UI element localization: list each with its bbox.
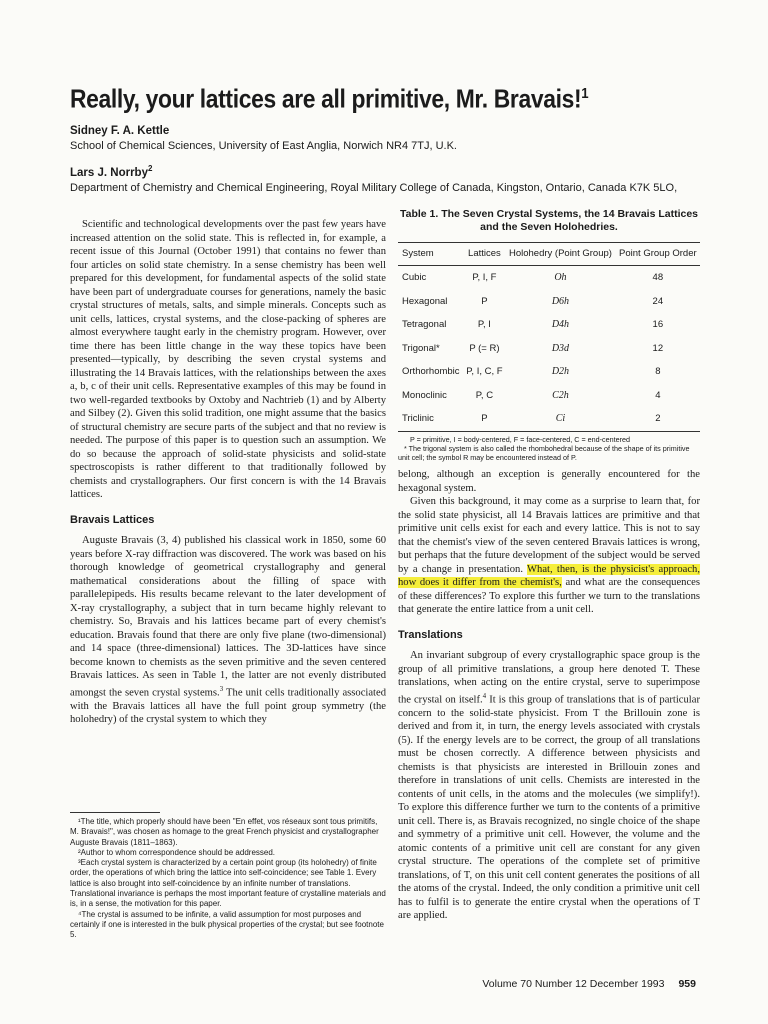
table-cell: 8 bbox=[655, 366, 661, 378]
bravais-paragraph bbox=[70, 534, 386, 727]
translations-text-a: An invariant subgroup of every crystallographic space group is the group of all primitive translations, a group here denoted T. These translations, when acting on the entire crystal, serve to superimpose the crystal on itself. bbox=[398, 650, 700, 706]
table-cell: D3d bbox=[551, 342, 570, 354]
physicist-text-a: Given this background, it may come as a surprise to learn that, for the solid state physicist, all 14 Bravais lattices are primitive and that primitive unit cells exist for each and every lattice. This is not to say that the chemist's view of the seven centered Bravais lattices is wrong, but perhaps that the future development of the subject would be served by a change in presentation. bbox=[398, 496, 700, 575]
author-name-text: Sidney F. A. Kettle bbox=[70, 125, 170, 137]
footnote-divider bbox=[70, 812, 160, 813]
table-note: P = primitive, I = body-centered, F = face-centered, C = end-centered bbox=[410, 434, 631, 444]
bravais-text-a: Auguste Bravais (3, 4) published his classical work in 1850, some 60 years before X-ray diffraction was discovered. The work was based on his thorough knowledge of geometrical crystallography and general mathematical considerations about the filling of space with parallelepipeds. His results became relevant to the later development of X-ray crystallography, a subject that in turn became highly relevant to chemistry. So, Bravais and his lattices became part of every chemist's education. Bravais found that there are only five plane (two-dimensional) and 14 space (three-dimensional) lattices. The 3D-lattices have since become known to chemists as the seven primitive and the seven centered Bravais lattices. As seen in Table 1, the latter are not evenly distributed amongst the seven crystal systems. bbox=[70, 535, 386, 699]
translations-paragraph bbox=[398, 649, 700, 923]
footnote: ³Each crystal system is characterized by a certain point group (its holohedry) of finite order, the operations of which bring the lattice into self-coincidence; see Table 1. Every lattice is also brought into self-coincidence by an infinite number of translations. Translational invariance is perhaps the most important feature of crystalline materials and is, in a sense, the motivation for this paper. bbox=[70, 858, 386, 909]
table-row bbox=[398, 266, 700, 290]
table-header-cell: Point Group Order bbox=[616, 243, 700, 266]
table-cell: 48 bbox=[652, 272, 664, 284]
table-cell: P bbox=[464, 407, 506, 431]
table-cell: P, C bbox=[475, 389, 494, 401]
footnote-ref: 3 bbox=[219, 684, 224, 693]
table-cell: 4 bbox=[655, 389, 661, 401]
table-cell: Oh bbox=[554, 272, 567, 284]
physicist-text-b: and what are the consequences of these differences? To explore this further we turn to the translations that generate the entire lattice from a unit cell. bbox=[398, 577, 700, 615]
table-cell: P, I, C, F bbox=[466, 366, 503, 378]
table-cell: Ci bbox=[505, 407, 615, 431]
table-row bbox=[398, 337, 700, 361]
footnotes bbox=[70, 812, 386, 941]
table-cell: D4h bbox=[551, 319, 570, 331]
author-block bbox=[70, 161, 710, 196]
table-header-cell: System bbox=[398, 243, 464, 266]
table-cell: Orthorhombic bbox=[402, 366, 460, 378]
crystal-systems-table bbox=[398, 242, 700, 432]
table-cell: Triclinic bbox=[398, 407, 464, 431]
author-block bbox=[70, 124, 710, 154]
page-footer bbox=[482, 978, 696, 990]
footnote: ⁴The crystal is assumed to be infinite, a valid assumption for most purposes and certainly if one is interested in the bulk physical properties of the crystal; but see footnote 5. bbox=[70, 909, 384, 940]
highlighted-text[interactable]: What, then, is the physicist's approach, how does it differ from the chemist's, bbox=[398, 563, 700, 588]
intro-paragraph: Scientific and technological developments over the past few years have increased attention on the solid state. This is reflected in, for example, a recent issue of this Journal (October 1991) that contains no fewer than four articles on solid state chemistry. In a sense chemistry has been well prepared for this development, for fundamental aspects of the solid state have been part of undergraduate courses for generations, namely the basic crystal structures of metals, salts, and simple minerals. Concepts such as unit cells, lattices, crystal systems, and the close-packing of spheres are almost everywhere taught early in the chemistry program. However, over time there has been little change in the way these topics have been presented—typically, by describing the seven crystal systems and illustrating the 14 Bravais lattices, with the relationships between the axes a, b, c of their unit cells. Representative examples of this may be found in two well-regarded textbooks by Oxtoby and Nachtrieb (1) and by Alberty and Silbey (2). Given this solid tradition, one might assume that the basics of structural chemistry are secure parts of the subject and that no review is needed. The purpose of this paper is to question such an assumption. We do so because the approach of solid-state physicists and solid-state spectroscopists is rather different to that traditionally followed by chemists and crystallographers. Our first concern is with the 14 Bravais lattices. bbox=[70, 219, 386, 500]
table-cell: Hexagonal bbox=[402, 295, 448, 307]
author-name-text: Lars J. Norrby bbox=[70, 166, 148, 179]
page-number: 959 bbox=[678, 978, 696, 990]
table-cell: Cubic bbox=[402, 272, 427, 284]
table-cell: 24 bbox=[652, 295, 664, 307]
physicist-paragraph bbox=[398, 495, 700, 617]
author-affiliation: School of Chemical Sciences, University of East Anglia, Norwich NR4 7TJ, U.K. bbox=[70, 140, 457, 152]
table-header-row bbox=[398, 243, 700, 266]
table-header-cell: Holohedry (Point Group) bbox=[505, 243, 615, 266]
table-cell: 2 bbox=[616, 407, 700, 431]
author-affiliation: Department of Chemistry and Chemical Engineering, Royal Military College of Canada, Kingston, Ontario, Canada K7K 5LO, bbox=[70, 181, 678, 194]
author-footnote-ref: 2 bbox=[147, 164, 153, 173]
section-heading-bravais: Bravais Lattices bbox=[70, 513, 155, 526]
title-text: Really, your lattices are all primitive, Mr. Bravais! bbox=[70, 83, 582, 114]
table-row bbox=[398, 313, 700, 337]
table-row bbox=[398, 290, 700, 314]
author-list bbox=[70, 124, 710, 203]
article-title bbox=[70, 78, 651, 115]
table-header-cell: Lattices bbox=[464, 243, 506, 266]
table-cell: P (= R) bbox=[469, 342, 500, 354]
table-caption: Table 1. The Seven Crystal Systems, the 14 Bravais Lattices and the Seven Holohedries. bbox=[399, 208, 699, 233]
translations-text-b: It is this group of translations that is of particular concern to the solid-state physicist. From T the Brillouin zone is derived and from it, in turn, the energy levels associated with crystals (5). If the energy levels are to be correct, the group of all translations must be chosen correctly. A difference between physicists and chemists is that physicists are interested in Brillouin zones and therefore in translations of unit cells. Chemists are interested in the contents of unit cells, in the atoms and the molecules (we simplify!). To explore this difference further we turn to the contents of a primitive unit cell. There is, as Bravais recognized, no single choice of the shape and symmetry of a primitive unit cell. However, the volume and the atomic contents of a primitive unit cell are constant for any given crystal structure. The operations of the complete set of primitive translations, of T, on this unit cell content generates the positions of all the atoms of the crystal. Indeed, the only condition a primitive unit cell has to fulfil is to generate the entire crystal when the operations of T are applied. bbox=[398, 694, 700, 922]
table-cell: D6h bbox=[551, 295, 570, 307]
bravais-text-b: The unit cells traditionally associated with the Bravais lattices all have the full point group symmetry (the holohedry) of the crystal system to which they bbox=[70, 687, 386, 726]
left-column bbox=[70, 218, 386, 727]
table-cell: P, I, F bbox=[472, 272, 497, 284]
table-1 bbox=[398, 208, 700, 462]
author-name bbox=[70, 124, 710, 139]
table-cell: 12 bbox=[652, 342, 664, 354]
table-cell: 16 bbox=[652, 319, 664, 331]
table-cell: P bbox=[481, 295, 488, 307]
table-cell: Monoclinic bbox=[402, 389, 447, 401]
table-cell: D2h bbox=[551, 366, 570, 378]
footnote-ref: 4 bbox=[482, 691, 487, 700]
right-column bbox=[398, 468, 700, 923]
continued-paragraph: belong, although an exception is generally encountered for the hexagonal system. bbox=[398, 469, 700, 494]
table-cell: Trigonal* bbox=[402, 342, 440, 354]
table-row bbox=[398, 360, 700, 384]
table-cell: C2h bbox=[552, 389, 569, 401]
table-cell: Tetragonal bbox=[402, 319, 447, 331]
journal-issue: Volume 70 Number 12 December 1993 bbox=[482, 978, 665, 990]
table-row bbox=[398, 407, 700, 431]
section-heading-translations: Translations bbox=[398, 628, 463, 641]
title-footnote-ref: 1 bbox=[581, 85, 589, 102]
table-row bbox=[398, 384, 700, 408]
table-cell: P, I bbox=[477, 319, 491, 331]
footnote: ¹The title, which properly should have been "En effet, vos réseaux sont tous primitifs, M. Bravais!", was chosen as homage to the great French physicist and crystallographer Auguste Bravais (1811–1863). bbox=[70, 817, 379, 847]
table-note: * The trigonal system is also called the rhombohedral because of the shape of its primitive unit cell; the symbol R may be encountered instead of P. bbox=[398, 443, 690, 462]
author-name bbox=[70, 161, 710, 181]
footnote: ²Author to whom correspondence should be addressed. bbox=[78, 847, 276, 857]
